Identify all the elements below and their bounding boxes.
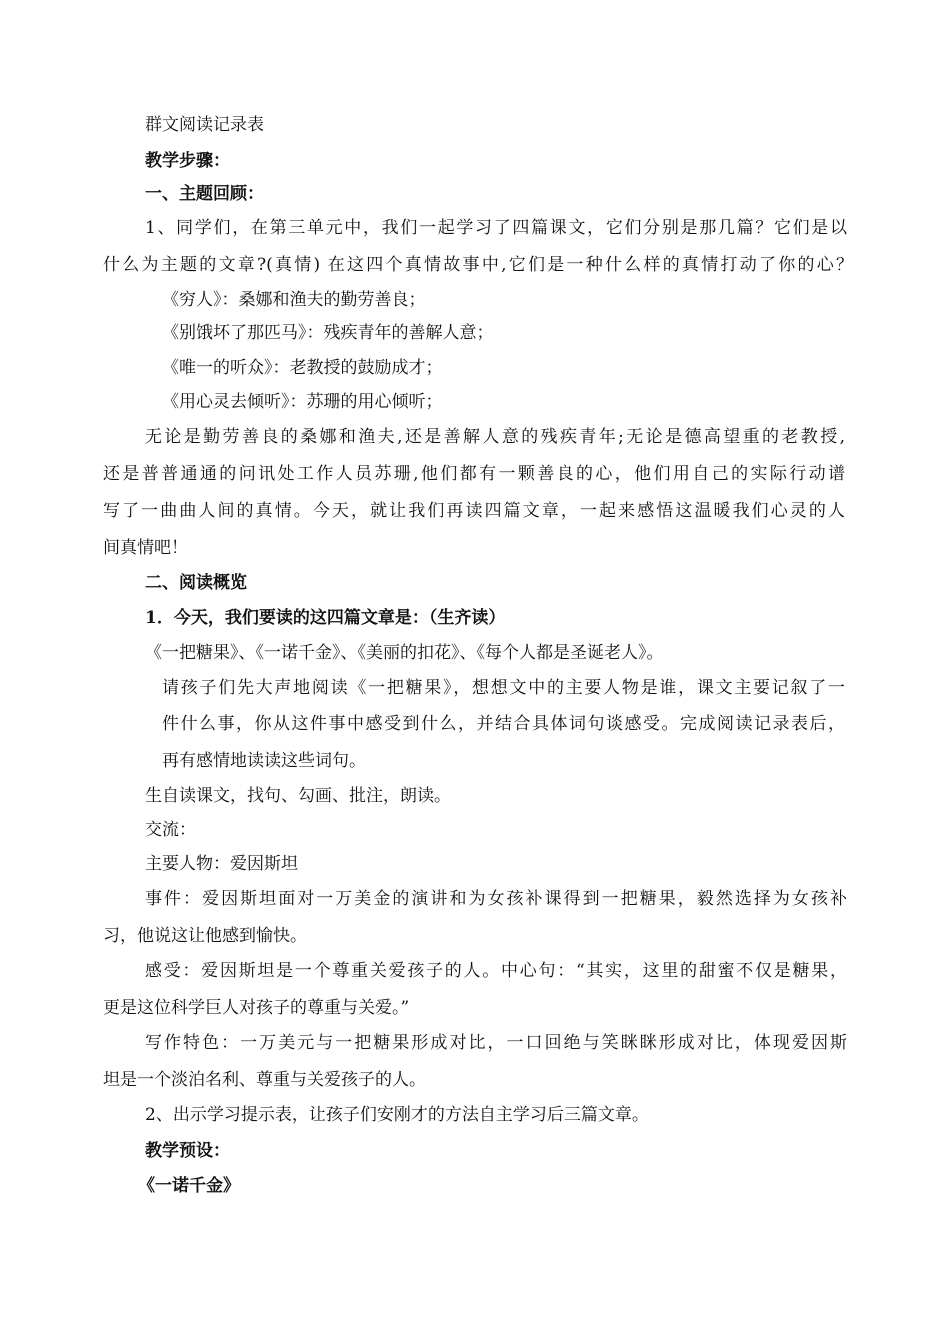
event-line: 习，他说这让他感到愉快。 [103,926,307,946]
study-prompt-line: 2、出示学习提示表，让孩子们安刚才的方法自主学习后三篇文章。 [145,1105,649,1125]
feeling-line: 感受：爱因斯坦是一个尊重关爱孩子的人。中心句：“其实，这里的甜蜜不仅是糖果， [145,961,847,981]
writing-feature-line: 写作特色：一万美元与一把糖果形成对比，一口回绝与笑眯眯形成对比，体现爱因斯 [145,1033,847,1053]
feeling-line: 更是这位科学巨人对孩子的尊重与关爱。” [103,998,410,1018]
summary-paragraph-line: 还是普普通通的问讯处工作人员苏珊,他们都有一颗善良的心，他们用自己的实际行动谱 [103,464,845,484]
summary-paragraph-line: 写了一曲曲人间的真情。今天，就让我们再读四篇文章，一起来感悟这温暖我们心灵的人 [103,501,845,521]
instruction-line: 请孩子们先大声地阅读《一把糖果》，想想文中的主要人物是谁，课文主要记叙了一 [162,678,845,698]
intro-paragraph-line: 什么为主题的文章?(真情) 在这四个真情故事中,它们是一种什么样的真情打动了你的心？ [103,255,853,275]
reading-titles: 《一把糖果》、《一诺千金》、《美丽的扣花》、《每个人都是圣诞老人》。 [145,643,664,663]
summary-paragraph-line: 间真情吧！ [103,538,188,558]
event-line: 事件：爱因斯坦面对一万美金的演讲和为女孩补课得到一把糖果，毅然选择为女孩补 [145,889,847,909]
exchange-label: 交流： [145,820,196,840]
main-character-line: 主要人物：爱因斯坦 [145,854,298,874]
writing-feature-line: 坦是一个淡泊名利、尊重与关爱孩子的人。 [103,1070,426,1090]
preset-article-title: 《一诺千金》 [138,1176,240,1196]
lesson-list-item: 《穷人》：桑娜和渔夫的勤劳善良； [162,290,426,310]
lesson-list-item: 《别饿坏了那匹马》：残疾青年的善解人意； [162,323,494,343]
summary-paragraph-line: 无论是勤劳善良的桑娜和渔夫,还是善解人意的残疾青年;无论是德高望重的老教授, [145,427,845,447]
section2-heading: 二、阅读概览 [145,573,247,593]
lesson-list-item: 《用心灵去倾听》：苏珊的用心倾听； [162,392,443,412]
section1-heading: 一、主题回顾： [145,184,264,204]
steps-heading: 教学步骤： [145,151,230,171]
section2-subheading: 1．今天，我们要读的这四篇文章是：（生齐读） [145,608,506,628]
instruction-line: 件什么事，你从这件事中感受到什么，并结合具体词句谈感受。完成阅读记录表后， [162,714,845,734]
preset-heading: 教学预设： [145,1141,230,1161]
self-read-line: 生自读课文，找句、勾画、批注，朗读。 [145,786,451,806]
instruction-line: 再有感情地读读这些词句。 [162,751,366,771]
record-table-label: 群文阅读记录表 [145,115,264,135]
lesson-list-item: 《唯一的听众》：老教授的鼓励成才； [162,358,443,378]
intro-paragraph-line: 1、同学们，在第三单元中，我们一起学习了四篇课文，它们分别是那几篇？它们是以 [145,218,847,238]
